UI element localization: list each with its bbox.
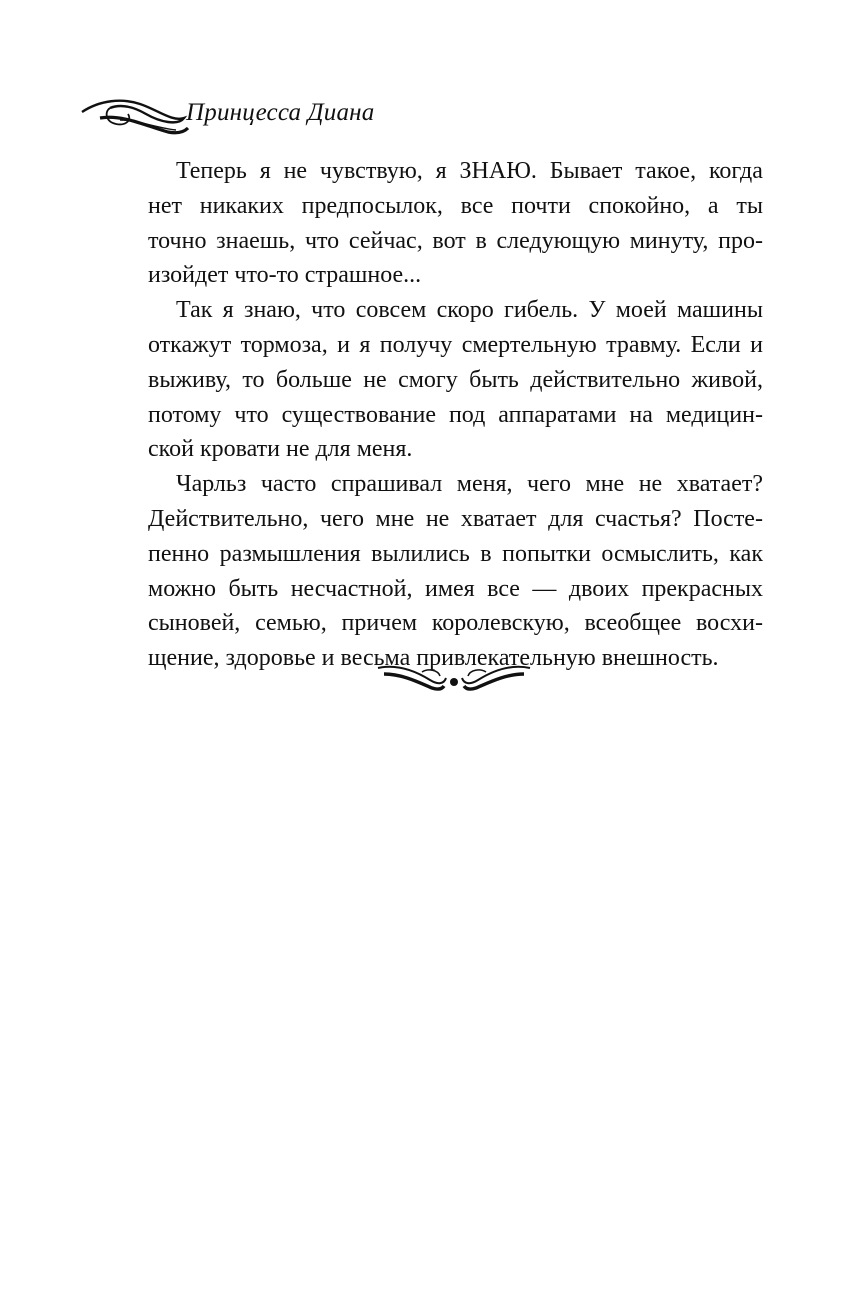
word: королевскую, — [431, 610, 570, 637]
word: вот — [432, 227, 466, 254]
word: можно — [148, 575, 217, 602]
word: меня, — [456, 471, 513, 498]
word: существование — [281, 401, 436, 428]
word: больше — [275, 366, 352, 393]
word: Так — [176, 297, 213, 324]
text-line — [148, 293, 763, 328]
word: скоро — [436, 297, 494, 324]
word: точно — [148, 227, 207, 254]
word: то — [242, 366, 265, 393]
word: восхи- — [696, 610, 763, 637]
word: попытки — [502, 540, 591, 567]
word: под — [448, 401, 486, 428]
word: несчастной, — [290, 575, 413, 602]
paragraph — [148, 467, 763, 676]
word: — — [532, 575, 557, 602]
line-text: изойдет что-то страшное... — [148, 262, 422, 289]
word: счастья? — [594, 505, 682, 532]
word: быть — [469, 366, 519, 393]
text-line — [148, 363, 763, 398]
word: сейчас, — [348, 227, 423, 254]
word: все — [460, 192, 494, 219]
word: в — [480, 540, 492, 567]
word: нет — [148, 192, 182, 219]
word: чувствую, — [319, 158, 423, 184]
word: Чарльз — [176, 471, 247, 498]
word: все — [487, 575, 520, 602]
word: никаких — [199, 192, 284, 219]
word: спокойно, — [588, 192, 691, 219]
word: не — [283, 158, 308, 184]
word: не — [425, 505, 450, 532]
word: я — [222, 297, 234, 324]
word: медицин- — [665, 401, 763, 428]
word: спрашивал — [330, 471, 443, 498]
word: а — [707, 192, 719, 219]
word: совсем — [355, 297, 427, 324]
paragraph — [148, 293, 763, 467]
word: ЗНАЮ. — [459, 158, 537, 184]
word: пенно — [148, 540, 210, 567]
word: следующую — [496, 227, 621, 254]
word: Если — [690, 331, 741, 358]
word: не — [363, 366, 387, 393]
text-line — [148, 606, 763, 641]
word: и — [337, 331, 350, 358]
text-line — [148, 189, 763, 224]
word: хватает? — [676, 471, 763, 498]
word: смогу — [398, 366, 458, 393]
running-header — [80, 92, 480, 140]
word: мне — [585, 471, 625, 498]
text-line — [148, 572, 763, 607]
word: причем — [341, 610, 418, 637]
word: такое, — [635, 158, 697, 184]
line-text: щение, здоровье и весьма привлекательную внешность. — [148, 645, 719, 672]
word: что — [234, 401, 269, 428]
word: Бывает — [549, 158, 623, 184]
word: тормоза, — [240, 331, 328, 358]
word: гибель. — [504, 297, 579, 324]
word: предпосылок, — [301, 192, 443, 219]
word: аппаратами — [498, 401, 617, 428]
word: я — [435, 158, 447, 184]
word: сыновей, — [148, 610, 241, 637]
flourish-swash-icon — [80, 92, 192, 140]
word: я — [359, 331, 371, 358]
word: травму. — [606, 331, 682, 358]
word: откажут — [148, 331, 232, 358]
word: для — [548, 505, 584, 532]
word: смертельную — [461, 331, 597, 358]
word: почти — [511, 192, 571, 219]
word: знаю, — [243, 297, 301, 324]
word: на — [629, 401, 653, 428]
paragraph — [148, 154, 763, 293]
word: быть — [228, 575, 279, 602]
word: размышления — [219, 540, 361, 567]
word: как — [729, 540, 763, 567]
text-line — [148, 328, 763, 363]
word: всеобщее — [584, 610, 682, 637]
word: когда — [708, 158, 763, 184]
word: что — [304, 227, 340, 254]
word: Посте- — [693, 505, 763, 532]
word: двоих — [568, 575, 630, 602]
text-line — [148, 537, 763, 572]
word: мне — [375, 505, 415, 532]
word: У — [588, 297, 606, 324]
text-line — [148, 502, 763, 537]
word: выживу, — [148, 366, 231, 393]
word: что — [311, 297, 346, 324]
word: не — [638, 471, 663, 498]
word: про- — [718, 227, 763, 254]
word: знаешь, — [216, 227, 296, 254]
word: моей — [615, 297, 667, 324]
word: чего — [319, 505, 364, 532]
word: хватает — [460, 505, 537, 532]
text-line — [148, 467, 763, 502]
word: получу — [379, 331, 453, 358]
word: имея — [424, 575, 475, 602]
line-text: ской кровати не для меня. — [148, 436, 413, 463]
word: я — [259, 158, 271, 184]
word: осмыслить, — [601, 540, 719, 567]
word: чего — [527, 471, 571, 498]
word: часто — [260, 471, 317, 498]
word: в — [475, 227, 487, 254]
word: действительно — [530, 366, 681, 393]
body-text — [148, 154, 763, 676]
text-line — [148, 224, 763, 259]
running-title: Принцесса Диана — [186, 99, 375, 126]
text-line — [148, 432, 763, 467]
word: живой, — [691, 366, 763, 393]
word: потому — [148, 401, 222, 428]
word: Действительно, — [148, 505, 309, 532]
word: минуту, — [629, 227, 709, 254]
text-line — [148, 398, 763, 433]
section-end-flourish-icon — [374, 660, 534, 694]
text-line — [148, 258, 763, 293]
word: Теперь — [176, 158, 247, 184]
word: семью, — [255, 610, 327, 637]
text-line — [148, 154, 763, 189]
word: вылились — [371, 540, 470, 567]
word: машины — [676, 297, 763, 324]
word: ты — [736, 192, 763, 219]
word: и — [750, 331, 763, 358]
word: прекрасных — [641, 575, 763, 602]
